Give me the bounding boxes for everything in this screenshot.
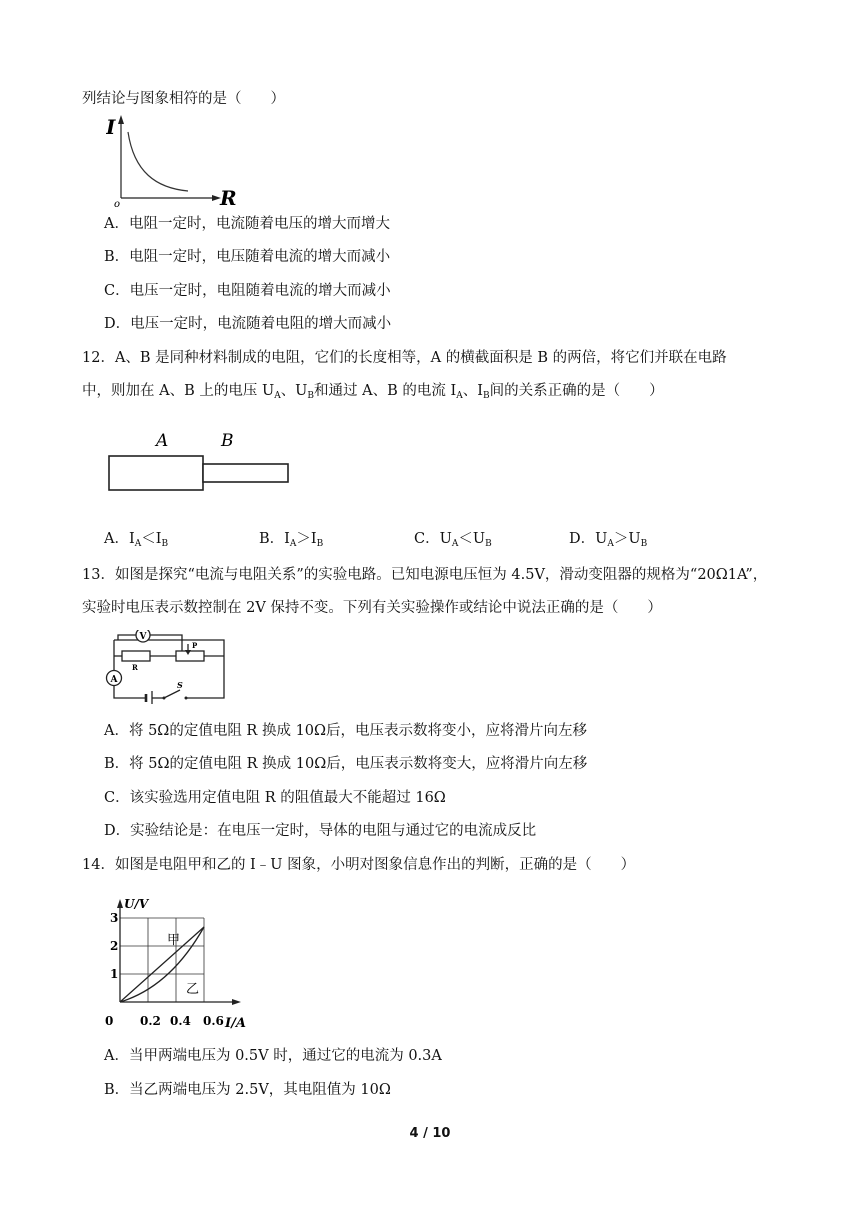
- q12-label-a: A: [156, 431, 169, 451]
- q14-x-tick-0: 0: [105, 1014, 114, 1028]
- q14-option-b: B．当乙两端电压为 2.5V，其电阻值为 10Ω: [104, 1082, 391, 1098]
- q14-y-label: U/V: [124, 897, 149, 911]
- q11-graph: [106, 112, 246, 208]
- q14-x-tick-06: 0.6: [203, 1014, 224, 1028]
- q12-label-b: B: [221, 431, 234, 451]
- q11-y-label: I: [106, 115, 116, 139]
- q12-line2: 中，则加在 A、B 上的电压 $U_A$、$U_B$和通过 A、B 的电流 $I_A$、$I_B$间的关系正确的是（ ）: [82, 383, 664, 401]
- q14-line1: 14．如图是电阻甲和乙的 I﹣U 图象，小明对图象信息作出的判断，正确的是（ ）: [82, 857, 636, 873]
- q11-option-b: B．电阻一定时，电压随着电流的增大而减小: [104, 249, 391, 265]
- q14-y-tick-1: 1: [110, 967, 119, 981]
- q13-option-a: A．将 5Ω的定值电阻 R 换成 10Ω后，电压表示数将变小，应将滑片向左移: [104, 723, 588, 739]
- q14-y-tick-3: 3: [110, 911, 119, 925]
- q13-slider-label: P: [192, 641, 198, 650]
- q11-option-a: A．电阻一定时，电流随着电压的增大而增大: [104, 216, 390, 232]
- q12-option-c: C．$U_A<U_B$: [414, 531, 492, 549]
- q12-option-b: B．$I_A>I_B$: [259, 531, 324, 549]
- q11-origin: o: [114, 199, 121, 208]
- q11-x-label: R: [220, 186, 237, 208]
- q13-voltmeter-label: V: [139, 632, 147, 642]
- page-number: 4 / 10: [409, 1126, 451, 1141]
- q14-curve-jia-label: 甲: [167, 933, 181, 948]
- q13-circuit-diagram: [104, 630, 232, 704]
- q13-option-b: B．将 5Ω的定值电阻 R 换成 10Ω后，电压表示数将变大，应将滑片向左移: [104, 756, 588, 772]
- q12-option-a: A．$I_A<I_B$: [104, 531, 169, 549]
- q14-y-tick-2: 2: [110, 939, 119, 953]
- q13-ammeter-label: A: [110, 675, 118, 685]
- q12-figure: [104, 424, 294, 496]
- q14-x-label: I/A: [225, 1016, 246, 1031]
- q13-switch-label: S: [177, 680, 183, 690]
- q13-line1: 13．如图是探究“电流与电阻关系”的实验电路。已知电源电压恒为 4.5V，滑动变阻器的规格为“20Ω1A”，: [82, 567, 768, 583]
- q11-option-d: D．电压一定时，电流随着电阻的增大而减小: [104, 316, 392, 332]
- q13-option-d: D．实验结论是：在电压一定时，导体的电阻与通过它的电流成反比: [104, 823, 537, 839]
- q14-x-tick-04: 0.4: [170, 1014, 191, 1028]
- q14-graph: [100, 892, 260, 1034]
- q11-option-c: C．电压一定时，电阻随着电流的增大而减小: [104, 283, 391, 299]
- q14-option-a: A．当甲两端电压为 0.5V 时，通过它的电流为 0.3A: [104, 1048, 442, 1064]
- q13-option-c: C．该实验选用定值电阻 R 的阻值最大不能超过 16Ω: [104, 790, 446, 806]
- q13-resistor-label: R: [132, 663, 138, 672]
- q12-options: [104, 529, 724, 554]
- q12-option-d: D．$U_A>U_B$: [569, 531, 648, 549]
- q12-line1: 12．A、B 是同种材料制成的电阻，它们的长度相等，A 的横截面积是 B 的两倍，将它们并联在电路: [82, 350, 727, 366]
- q14-x-tick-02: 0.2: [140, 1014, 161, 1028]
- q13-line2: 实验时电压表示数控制在 2V 保持不变。下列有关实验操作或结论中说法正确的是（ ）: [82, 600, 662, 616]
- q14-curve-yi-label: 乙: [186, 982, 200, 997]
- q11-stem-tail: 列结论与图象相符的是（ ）: [82, 91, 285, 107]
